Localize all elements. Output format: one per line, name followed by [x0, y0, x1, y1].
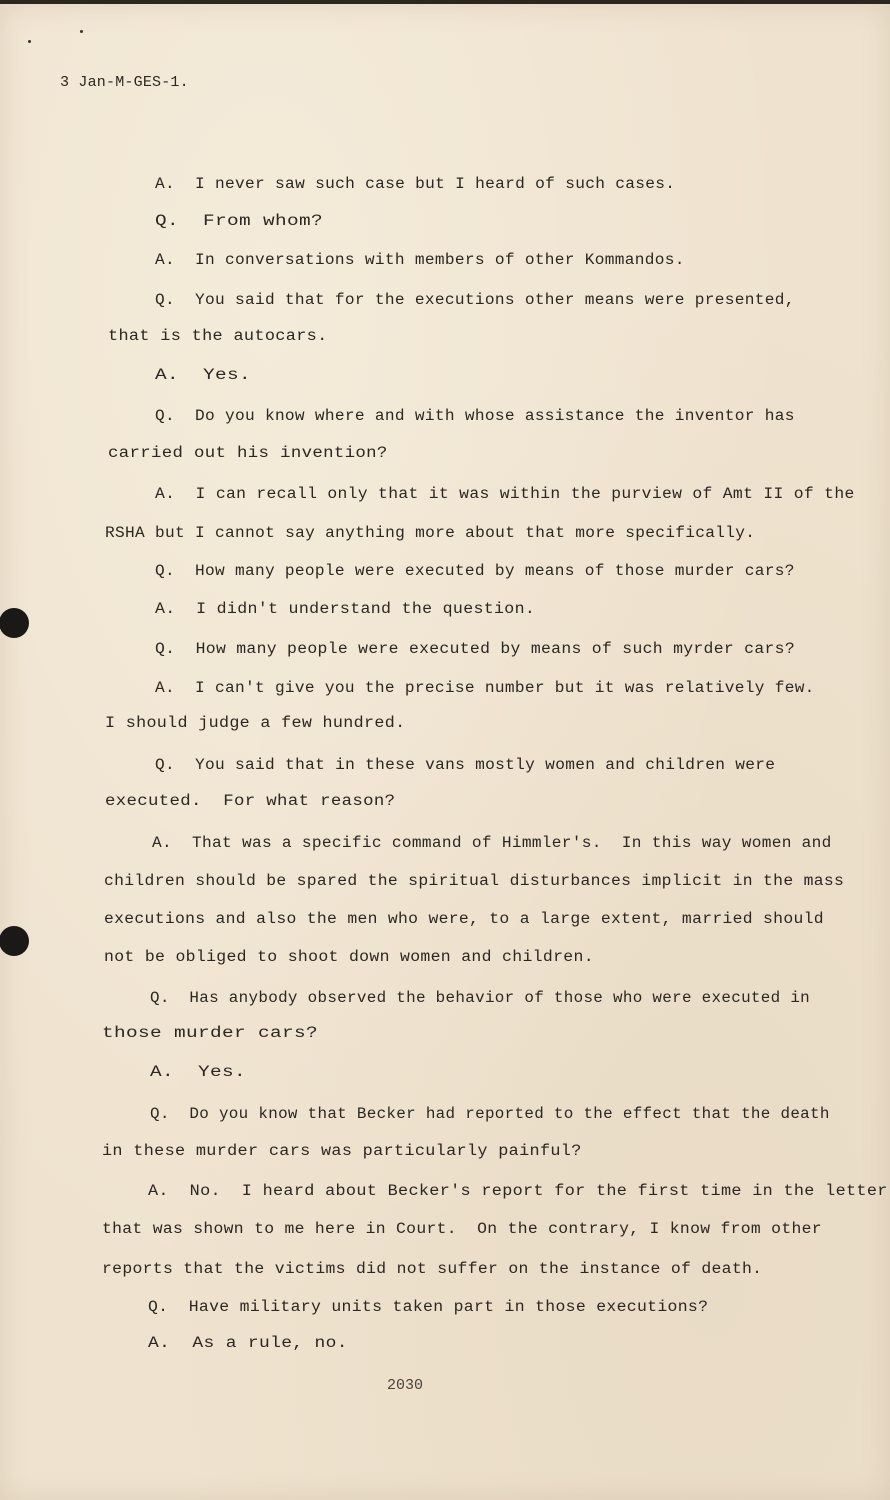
transcript-line: carried out his invention? — [108, 444, 388, 462]
paper-speck — [28, 40, 31, 43]
transcript-line: children should be spared the spiritual disturbances implicit in the mass — [104, 872, 845, 890]
transcript-line: reports that the victims did not suffer on the instance of death. — [102, 1260, 763, 1278]
transcript-line: A. In conversations with members of other Kommandos. — [155, 251, 685, 269]
transcript-line: Q. How many people were executed by means of such myrder cars? — [155, 640, 795, 658]
paper-speck — [80, 30, 83, 33]
scan-edge — [0, 0, 890, 4]
transcript-line: Q. Do you know where and with whose assistance the inventor has — [155, 407, 795, 425]
transcript-line: executions and also the men who were, to a large extent, married should — [104, 910, 824, 928]
transcript-line: Q. You said that for the executions other means were presented, — [155, 291, 795, 309]
transcript-line: Q. How many people were executed by means of those murder cars? — [155, 562, 795, 580]
transcript-line: in these murder cars was particularly painful? — [102, 1142, 582, 1160]
transcript-line: A. I never saw such case but I heard of such cases. — [155, 175, 676, 193]
transcript-line: I should judge a few hundred. — [105, 714, 406, 732]
transcript-line: A. No. I heard about Becker's report for the first time in the letter — [148, 1182, 888, 1200]
transcript-line: Q. Have military units taken part in those executions? — [148, 1298, 709, 1316]
transcript-line: A. As a rule, no. — [148, 1334, 348, 1352]
transcript-line: Q. From whom? — [155, 212, 324, 230]
transcript-line: Q. Has anybody observed the behavior of those who were executed in — [150, 989, 811, 1007]
transcript-line: executed. For what reason? — [105, 792, 396, 810]
transcript-line: A. I can recall only that it was within the purview of Amt II of the — [155, 485, 855, 503]
transcript-line: A. That was a specific command of Himmler's. In this way women and — [152, 834, 832, 852]
punch-hole — [0, 926, 29, 956]
transcript-line: those murder cars? — [102, 1024, 319, 1042]
page-number: 2030 — [387, 1377, 424, 1394]
transcript-line: A. Yes. — [155, 366, 252, 384]
transcript-line: A. I can't give you the precise number but it was relatively few. — [155, 679, 815, 697]
transcript-line: A. I didn't understand the question. — [155, 600, 536, 618]
transcript-line: Q. You said that in these vans mostly women and children were — [155, 756, 776, 774]
transcript-line: RSHA but I cannot say anything more about that more specifically. — [105, 524, 756, 542]
transcript-line: that was shown to me here in Court. On the contrary, I know from other — [102, 1220, 822, 1238]
transcript-line: A. Yes. — [150, 1063, 247, 1081]
transcript-line: Q. Do you know that Becker had reported to the effect that the death — [150, 1105, 830, 1123]
transcript-page — [0, 4, 890, 1500]
punch-hole — [0, 608, 29, 638]
document-header: 3 Jan-M-GES-1. — [60, 74, 189, 91]
transcript-line: not be obliged to shoot down women and children. — [104, 948, 594, 966]
transcript-line: that is the autocars. — [108, 327, 328, 345]
